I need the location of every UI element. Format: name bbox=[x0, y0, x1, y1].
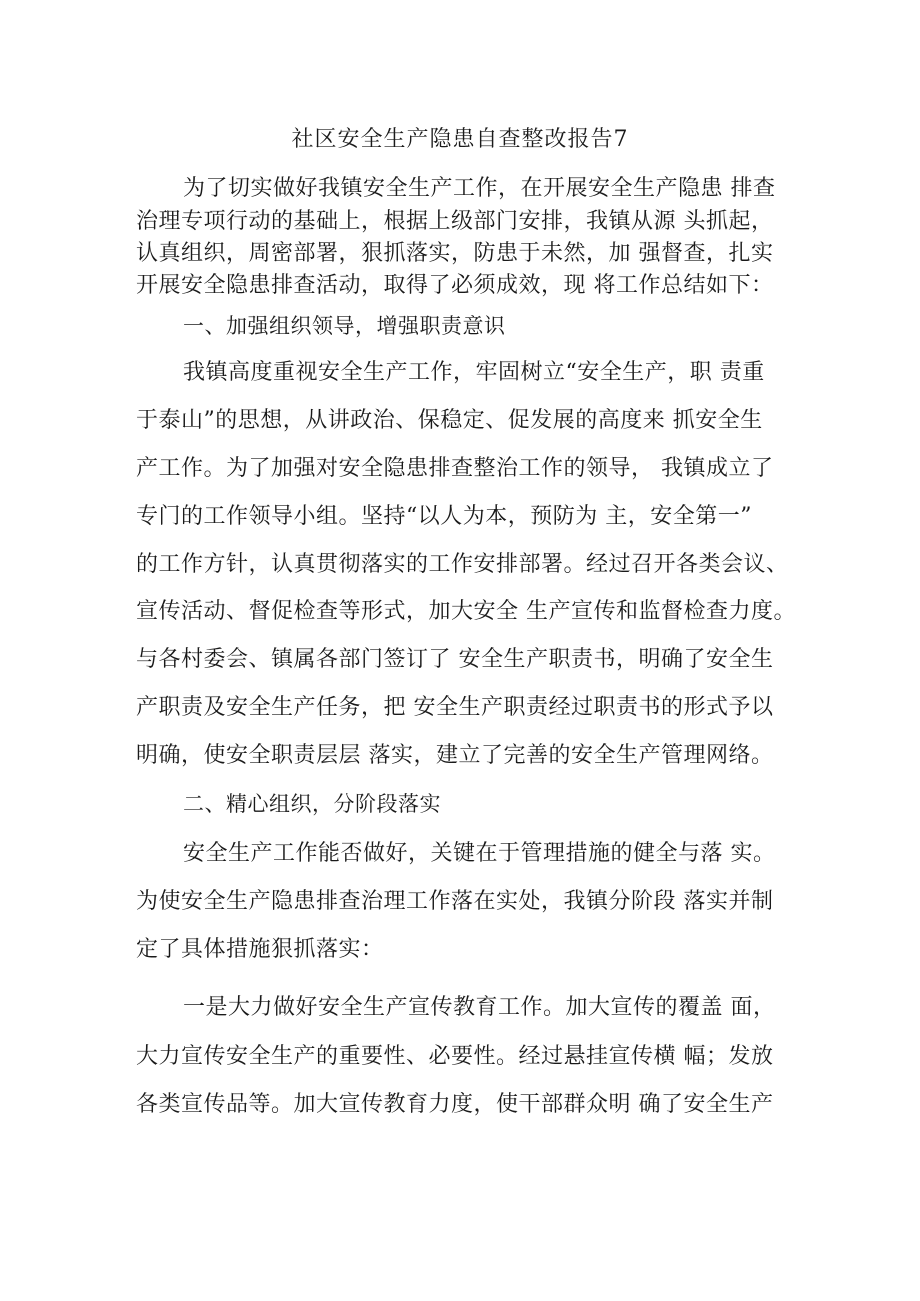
section1-line-1: 我镇高度重视安全生产工作，牢固树立“安全生产，职 责重 bbox=[183, 360, 765, 385]
section2-line-3: 定了具体措施狠抓落实： bbox=[136, 937, 384, 962]
section1-line-7: 与各村委会、镇属各部门签订了 安全生产职责书，明确了安全生 bbox=[136, 647, 774, 672]
intro-line-4: 开展安全隐患排查活动，取得了必须成效，现 将工作总结如下： bbox=[136, 273, 774, 298]
section1-line-2: 于泰山”的思想，从讲政治、保稳定、促发展的高度来 抓安全生 bbox=[136, 408, 763, 433]
section2-point1-line-3: 各类宣传品等。加大宣传教育力度，使干部群众明 确了安全生产 bbox=[136, 1092, 774, 1117]
section1-line-5: 的工作方针，认真贯彻落实的工作安排部署。经过召开各类会议、 bbox=[136, 552, 789, 577]
section1-heading: 一、加强组织领导，增强职责意识 bbox=[183, 314, 506, 338]
document-title: 社区安全生产隐患自查整改报告7 bbox=[291, 127, 629, 152]
section2-point1-line-1: 一是大力做好安全生产宣传教育工作。加大宣传的覆盖 面， bbox=[183, 995, 776, 1020]
section2-line-2: 为使安全生产隐患排查治理工作落在实处，我镇分阶段 落实并制 bbox=[136, 889, 774, 914]
section1-line-6: 宣传活动、督促检查等形式，加大安全 生产宣传和监督检查力度。 bbox=[136, 599, 796, 624]
section2-heading: 二、精心组织，分阶段落实 bbox=[183, 792, 441, 816]
section1-line-3: 产工作。为了加强对安全隐患排查整治工作的领导， 我镇成立了 bbox=[136, 456, 774, 481]
section2-point1-line-2: 大力宣传安全生产的重要性、必要性。经过悬挂宣传横 幅；发放 bbox=[136, 1044, 774, 1069]
intro-line-1: 为了切实做好我镇安全生产工作，在开展安全生产隐患 排查 bbox=[183, 176, 776, 201]
intro-line-3: 认真组织，周密部署，狠抓落实，防患于未然，加 强督查，扎实 bbox=[136, 241, 774, 266]
section1-line-8: 产职责及安全生产任务，把 安全生产职责经过职责书的形式予以 bbox=[136, 695, 774, 720]
section1-line-9: 明确，使安全职责层层 落实，建立了完善的安全生产管理网络。 bbox=[136, 743, 774, 768]
intro-line-2: 治理专项行动的基础上，根据上级部门安排，我镇从源 头抓起， bbox=[136, 209, 774, 234]
section2-line-1: 安全生产工作能否做好，关键在于管理措施的健全与落 实。 bbox=[183, 841, 776, 866]
section1-line-4: 专门的工作领导小组。坚持“以人为本，预防为 主，安全第一” bbox=[136, 504, 752, 529]
